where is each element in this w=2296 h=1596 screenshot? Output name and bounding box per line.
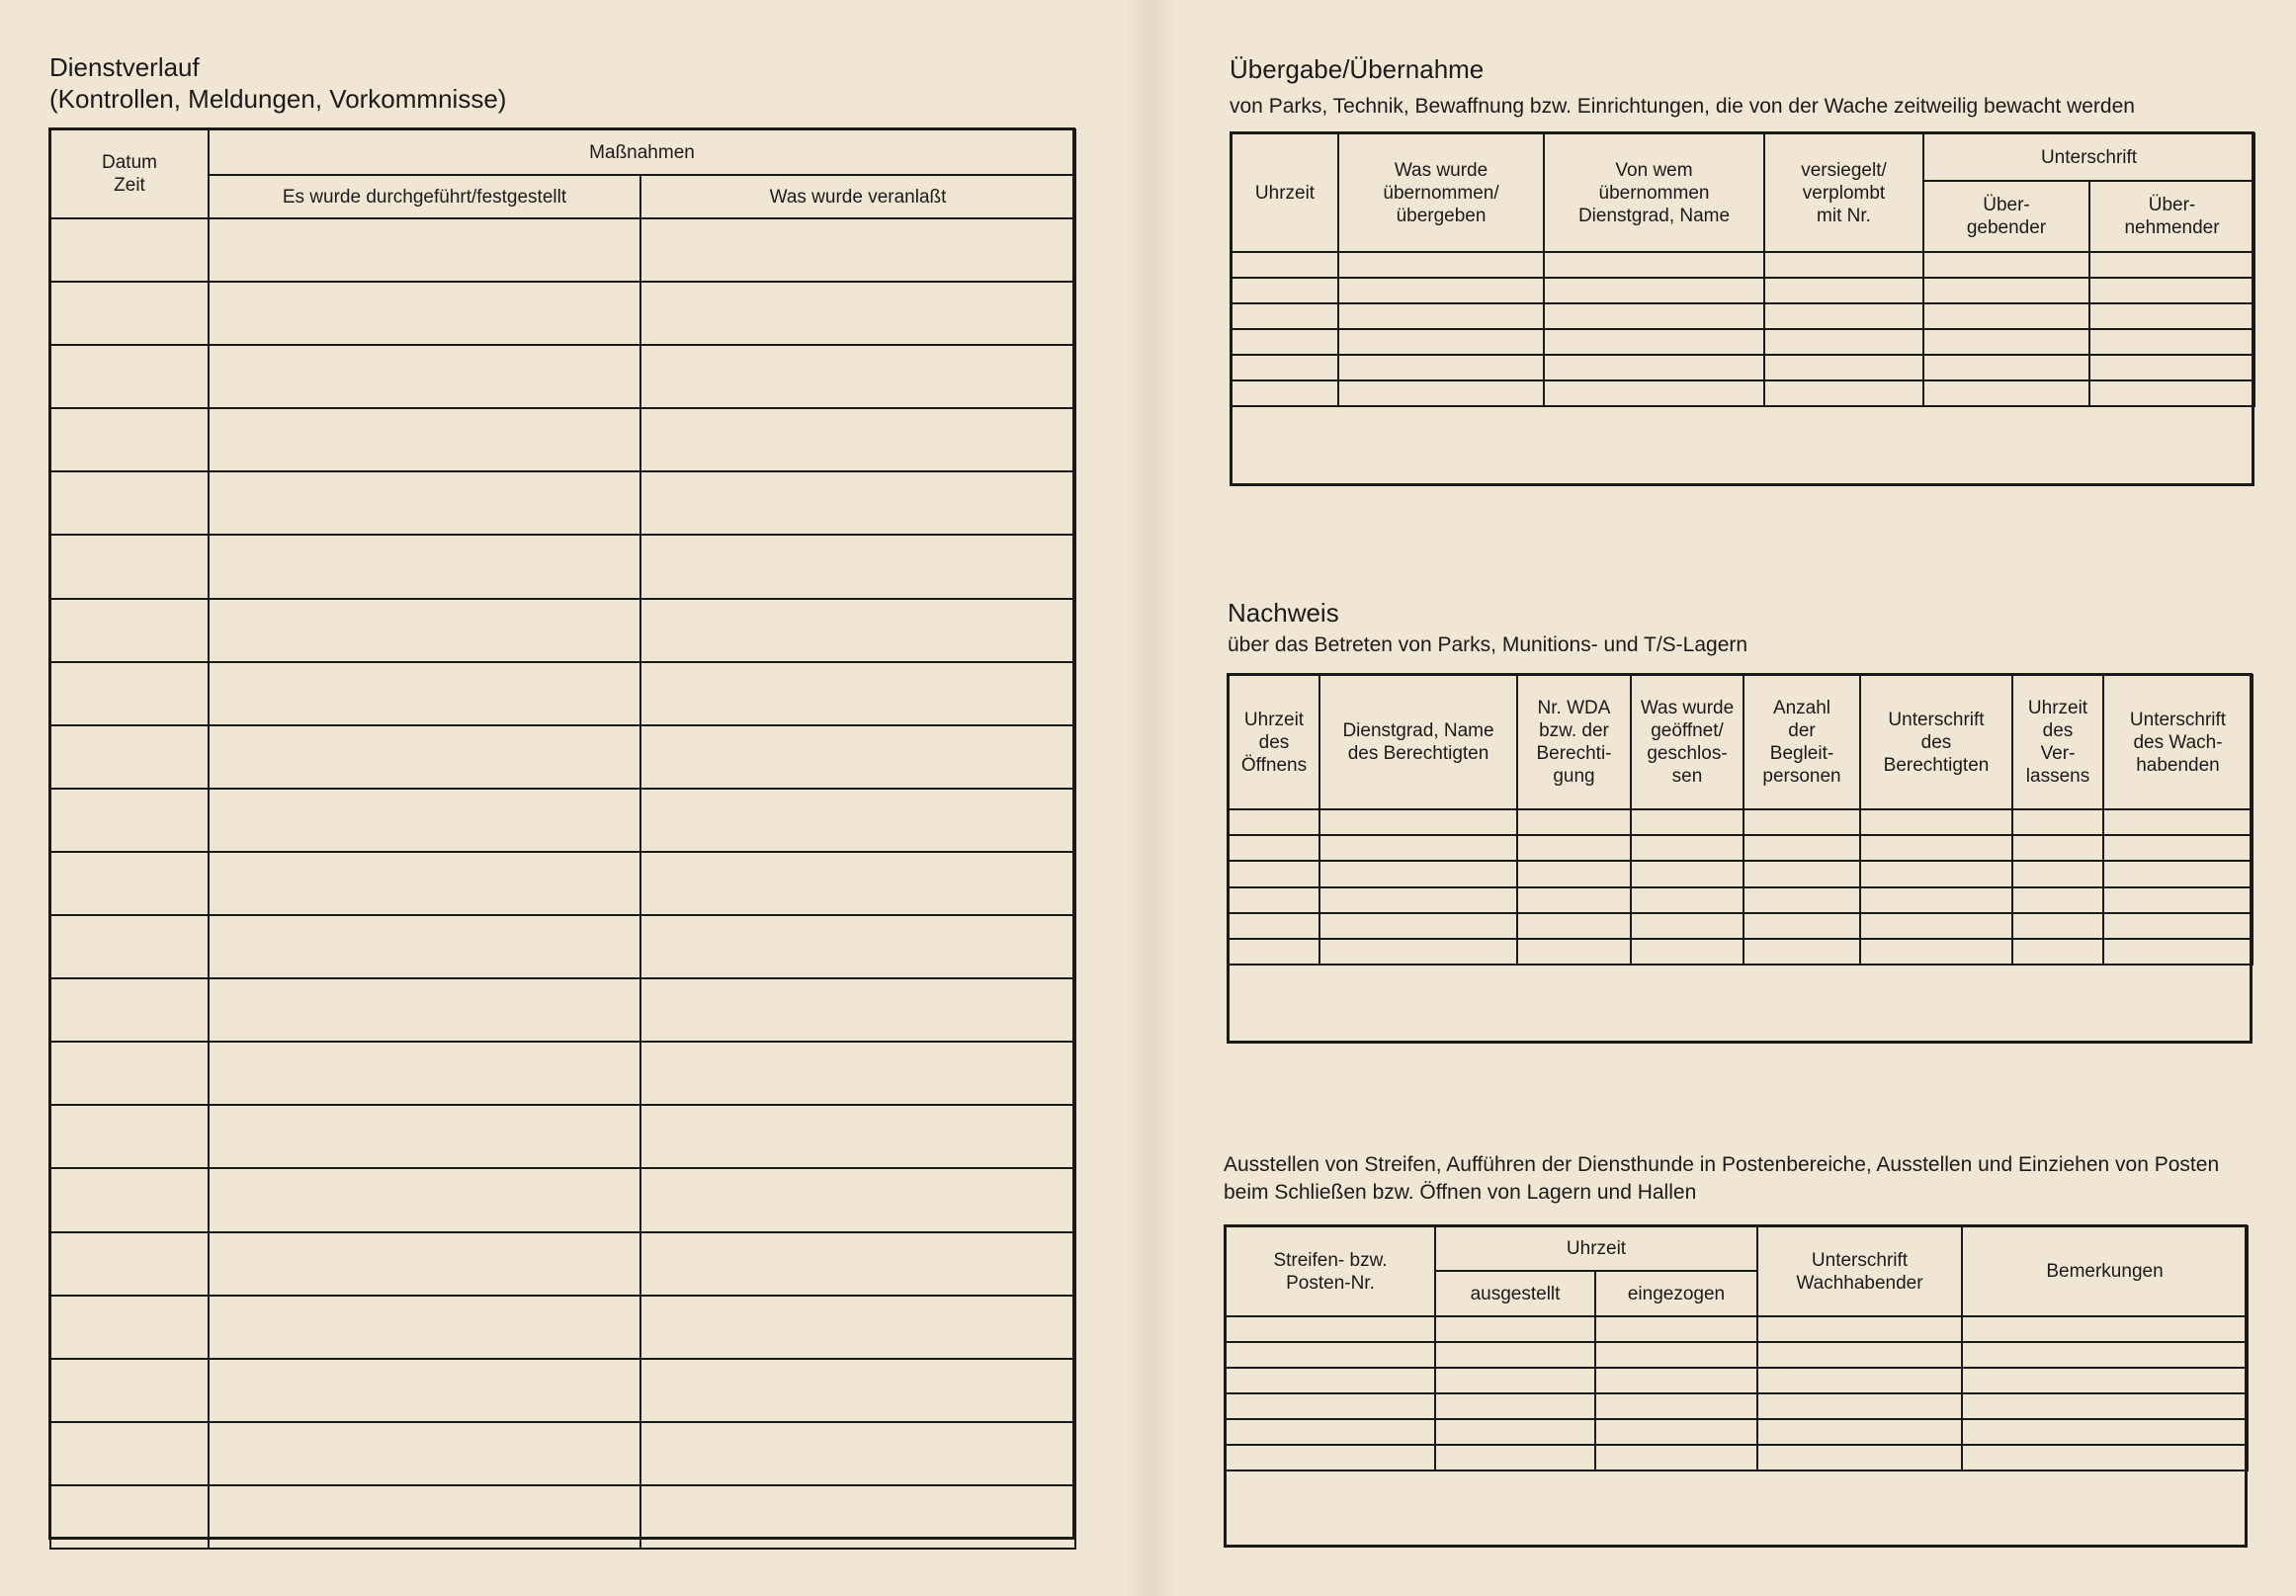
empty-entry-cell[interactable]: [640, 282, 1075, 345]
table-row: [50, 345, 1075, 408]
empty-entry-cell[interactable]: [1923, 380, 2089, 406]
table-row: [1232, 380, 2254, 406]
empty-entry-cell[interactable]: [2012, 887, 2103, 913]
empty-entry-cell[interactable]: [50, 1422, 209, 1485]
col-eingezogen: eingezogen: [1595, 1271, 1757, 1316]
table-row: [1232, 278, 2254, 303]
table-row: [50, 852, 1075, 915]
empty-entry-cell[interactable]: [2103, 809, 2253, 835]
col-von-wem: Von wem übernommen Dienstgrad, Name: [1544, 133, 1764, 252]
empty-entry-cell[interactable]: [1435, 1393, 1595, 1419]
empty-entry-cell[interactable]: [640, 345, 1075, 408]
dienstverlauf-title: Dienstverlauf: [49, 52, 200, 82]
empty-entry-cell[interactable]: [1923, 278, 2089, 303]
empty-entry-cell[interactable]: [2089, 329, 2254, 355]
empty-entry-cell[interactable]: [1229, 913, 1319, 939]
empty-entry-cell[interactable]: [640, 1296, 1075, 1359]
empty-entry-cell[interactable]: [1232, 355, 1338, 380]
empty-entry-cell[interactable]: [1319, 835, 1517, 861]
empty-entry-cell[interactable]: [1232, 380, 1338, 406]
empty-entry-cell[interactable]: [1962, 1316, 2248, 1342]
empty-entry-cell[interactable]: [1544, 252, 1764, 278]
table-row: [50, 1168, 1075, 1231]
col-uebernehmender: Über- nehmender: [2089, 181, 2254, 252]
empty-entry-cell[interactable]: [50, 725, 209, 789]
col-unterschrift: Unterschrift: [1923, 133, 2254, 181]
table-row: [1229, 809, 2253, 835]
table-row: [50, 662, 1075, 725]
empty-entry-cell[interactable]: [1631, 887, 1743, 913]
empty-entry-cell[interactable]: [1517, 809, 1631, 835]
empty-entry-cell[interactable]: [209, 789, 640, 852]
table-row: [1229, 939, 2253, 965]
empty-entry-cell[interactable]: [1757, 1316, 1962, 1342]
empty-entry-cell[interactable]: [50, 1232, 209, 1296]
empty-entry-cell[interactable]: [1860, 861, 2012, 886]
empty-entry-cell[interactable]: [50, 1296, 209, 1359]
nachweis-header-cell: Unterschrift des Wach- habenden: [2103, 675, 2253, 809]
empty-entry-cell[interactable]: [640, 599, 1075, 662]
empty-entry-cell[interactable]: [1544, 278, 1764, 303]
empty-entry-cell[interactable]: [1435, 1342, 1595, 1368]
empty-entry-cell[interactable]: [209, 1168, 640, 1231]
nachweis-header-cell: Unterschrift des Berechtigten: [1860, 675, 2012, 809]
empty-entry-cell[interactable]: [209, 1359, 640, 1422]
empty-entry-cell[interactable]: [640, 1042, 1075, 1105]
empty-entry-cell[interactable]: [1923, 252, 2089, 278]
nachweis-table: [1228, 674, 2253, 966]
empty-entry-cell[interactable]: [1338, 380, 1544, 406]
empty-entry-cell[interactable]: [1860, 913, 2012, 939]
nachweis-header-cell: Nr. WDA bzw. der Berechti- gung: [1517, 675, 1631, 809]
empty-entry-cell[interactable]: [50, 1485, 209, 1549]
empty-entry-cell[interactable]: [1757, 1393, 1962, 1419]
empty-entry-cell[interactable]: [1229, 835, 1319, 861]
empty-entry-cell[interactable]: [50, 535, 209, 598]
empty-entry-cell[interactable]: [1743, 887, 1860, 913]
empty-entry-cell[interactable]: [1517, 835, 1631, 861]
table-row: [1226, 1393, 2248, 1419]
nachweis-header-cell: Was wurde geöffnet/ geschlos- sen: [1631, 675, 1743, 809]
empty-entry-cell[interactable]: [640, 662, 1075, 725]
empty-entry-cell[interactable]: [1764, 278, 1923, 303]
empty-entry-cell[interactable]: [1743, 939, 1860, 965]
empty-entry-cell[interactable]: [1435, 1316, 1595, 1342]
empty-entry-cell[interactable]: [2103, 913, 2253, 939]
nachweis-header-cell: Dienstgrad, Name des Berechtigten: [1319, 675, 1517, 809]
empty-entry-cell[interactable]: [2089, 278, 2254, 303]
empty-entry-cell[interactable]: [640, 535, 1075, 598]
nachweis-title: Nachweis: [1228, 598, 1339, 628]
col-ausgestellt: ausgestellt: [1435, 1271, 1595, 1316]
empty-entry-cell[interactable]: [209, 978, 640, 1042]
empty-entry-cell[interactable]: [2103, 835, 2253, 861]
empty-entry-cell[interactable]: [1226, 1419, 1435, 1445]
empty-entry-cell[interactable]: [1764, 252, 1923, 278]
col-uhrzeit: Uhrzeit: [1435, 1226, 1757, 1271]
col-datum-zeit: Datum Zeit: [50, 129, 209, 218]
table-row: [1226, 1445, 2248, 1470]
col-unterschrift-wachhabender: Unterschrift Wachhabender: [1757, 1226, 1962, 1316]
empty-entry-cell[interactable]: [1764, 355, 1923, 380]
empty-entry-cell[interactable]: [1226, 1368, 1435, 1393]
table-row: [50, 218, 1075, 282]
empty-entry-cell[interactable]: [1338, 355, 1544, 380]
empty-entry-cell[interactable]: [1544, 355, 1764, 380]
table-row: [50, 408, 1075, 471]
empty-entry-cell[interactable]: [2089, 380, 2254, 406]
empty-entry-cell[interactable]: [50, 345, 209, 408]
empty-entry-cell[interactable]: [1757, 1342, 1962, 1368]
empty-entry-cell[interactable]: [1631, 809, 1743, 835]
empty-entry-cell[interactable]: [1743, 835, 1860, 861]
empty-entry-cell[interactable]: [640, 1422, 1075, 1485]
empty-entry-cell[interactable]: [50, 852, 209, 915]
empty-entry-cell[interactable]: [1923, 303, 2089, 329]
streifen-table: [1225, 1225, 2249, 1471]
uebergabe-table: [1231, 132, 2255, 407]
empty-entry-cell[interactable]: [209, 1422, 640, 1485]
col-massnahmen: Maßnahmen: [209, 129, 1075, 175]
empty-entry-cell[interactable]: [2012, 939, 2103, 965]
empty-entry-cell[interactable]: [209, 852, 640, 915]
empty-entry-cell[interactable]: [1319, 913, 1517, 939]
empty-entry-cell[interactable]: [50, 978, 209, 1042]
empty-entry-cell[interactable]: [50, 218, 209, 282]
empty-entry-cell[interactable]: [1923, 329, 2089, 355]
table-row: [50, 1359, 1075, 1422]
empty-entry-cell[interactable]: [50, 599, 209, 662]
empty-entry-cell[interactable]: [1229, 861, 1319, 886]
table-row: [50, 599, 1075, 662]
empty-entry-cell[interactable]: [640, 789, 1075, 852]
col-bemerkungen: Bemerkungen: [1962, 1226, 2248, 1316]
empty-entry-cell[interactable]: [640, 471, 1075, 535]
empty-entry-cell[interactable]: [209, 345, 640, 408]
col-uhrzeit: Uhrzeit: [1232, 133, 1338, 252]
empty-entry-cell[interactable]: [209, 1105, 640, 1168]
table-row: [50, 978, 1075, 1042]
empty-entry-cell[interactable]: [1631, 835, 1743, 861]
empty-entry-cell[interactable]: [50, 1168, 209, 1231]
empty-entry-cell[interactable]: [50, 408, 209, 471]
empty-entry-cell[interactable]: [1595, 1316, 1757, 1342]
table-row: [1229, 913, 2253, 939]
empty-entry-cell[interactable]: [209, 1042, 640, 1105]
streifen-intro: Ausstellen von Streifen, Aufführen der Diensthunde in Postenbereiche, Ausstellen und Einziehen von Posten beim Schließen bzw. Öffnen von Lagern und Hallen: [1224, 1153, 2220, 1204]
table-row: [50, 1232, 1075, 1296]
empty-entry-cell[interactable]: [1338, 278, 1544, 303]
empty-entry-cell[interactable]: [640, 978, 1075, 1042]
empty-entry-cell[interactable]: [1631, 939, 1743, 965]
empty-entry-cell[interactable]: [640, 915, 1075, 978]
empty-entry-cell[interactable]: [1229, 939, 1319, 965]
empty-entry-cell[interactable]: [1338, 303, 1544, 329]
table-row: [50, 282, 1075, 345]
empty-entry-cell[interactable]: [1743, 809, 1860, 835]
empty-entry-cell[interactable]: [1860, 939, 2012, 965]
dienstverlauf-table: [49, 128, 1076, 1550]
table-row: [50, 1105, 1075, 1168]
col-uebergebender: Über- gebender: [1923, 181, 2089, 252]
table-row: [1232, 329, 2254, 355]
empty-entry-cell[interactable]: [640, 218, 1075, 282]
empty-entry-cell[interactable]: [1226, 1342, 1435, 1368]
empty-entry-cell[interactable]: [209, 1296, 640, 1359]
table-row: [1232, 303, 2254, 329]
empty-entry-cell[interactable]: [50, 471, 209, 535]
empty-entry-cell[interactable]: [640, 852, 1075, 915]
table-row: [1229, 861, 2253, 886]
empty-entry-cell[interactable]: [1595, 1368, 1757, 1393]
table-row: [50, 1485, 1075, 1549]
empty-entry-cell[interactable]: [1860, 809, 2012, 835]
table-row: [50, 1296, 1075, 1359]
uebergabe-subtitle: von Parks, Technik, Bewaffnung bzw. Einrichtungen, die von der Wache zeitweilig bewacht werden: [1230, 95, 2135, 118]
empty-entry-cell[interactable]: [209, 282, 640, 345]
empty-entry-cell[interactable]: [1757, 1368, 1962, 1393]
nachweis-header-cell: Uhrzeit des Öffnens: [1229, 675, 1319, 809]
empty-entry-cell[interactable]: [1232, 329, 1338, 355]
nachweis-header-cell: Uhrzeit des Ver- lassens: [2012, 675, 2103, 809]
empty-entry-cell[interactable]: [2103, 861, 2253, 886]
empty-entry-cell[interactable]: [1226, 1445, 1435, 1470]
empty-entry-cell[interactable]: [1631, 913, 1743, 939]
empty-entry-cell[interactable]: [1595, 1393, 1757, 1419]
empty-entry-cell[interactable]: [640, 1232, 1075, 1296]
empty-entry-cell[interactable]: [1743, 913, 1860, 939]
table-row: [1232, 252, 2254, 278]
empty-entry-cell[interactable]: [1517, 913, 1631, 939]
table-row: [50, 471, 1075, 535]
empty-entry-cell[interactable]: [1517, 861, 1631, 886]
empty-entry-cell[interactable]: [1757, 1419, 1962, 1445]
empty-entry-cell[interactable]: [640, 1105, 1075, 1168]
col-durchgefuehrt: Es wurde durchgeführt/festgestellt: [209, 175, 640, 218]
dienstverlauf-subtitle: (Kontrollen, Meldungen, Vorkommnisse): [49, 84, 507, 114]
col-veranlasst: Was wurde veranlaßt: [640, 175, 1075, 218]
empty-entry-cell[interactable]: [1962, 1368, 2248, 1393]
empty-entry-cell[interactable]: [1319, 809, 1517, 835]
empty-entry-cell[interactable]: [640, 408, 1075, 471]
empty-entry-cell[interactable]: [209, 218, 640, 282]
empty-entry-cell[interactable]: [209, 1485, 640, 1549]
table-row: [1226, 1316, 2248, 1342]
empty-entry-cell[interactable]: [50, 1105, 209, 1168]
empty-entry-cell[interactable]: [1226, 1393, 1435, 1419]
empty-entry-cell[interactable]: [1319, 887, 1517, 913]
empty-entry-cell[interactable]: [1435, 1445, 1595, 1470]
empty-entry-cell[interactable]: [1435, 1419, 1595, 1445]
empty-entry-cell[interactable]: [1232, 303, 1338, 329]
empty-entry-cell[interactable]: [1232, 252, 1338, 278]
table-row: [1226, 1368, 2248, 1393]
empty-entry-cell[interactable]: [1923, 355, 2089, 380]
empty-entry-cell[interactable]: [1338, 329, 1544, 355]
empty-entry-cell[interactable]: [50, 282, 209, 345]
empty-entry-cell[interactable]: [2103, 939, 2253, 965]
empty-entry-cell[interactable]: [1962, 1393, 2248, 1419]
empty-entry-cell[interactable]: [2012, 835, 2103, 861]
empty-entry-cell[interactable]: [1517, 939, 1631, 965]
empty-entry-cell[interactable]: [50, 915, 209, 978]
empty-entry-cell[interactable]: [209, 1232, 640, 1296]
empty-entry-cell[interactable]: [1631, 861, 1743, 886]
empty-entry-cell[interactable]: [1962, 1445, 2248, 1470]
table-row: [50, 915, 1075, 978]
empty-entry-cell[interactable]: [1743, 861, 1860, 886]
empty-entry-cell[interactable]: [209, 535, 640, 598]
empty-entry-cell[interactable]: [1764, 329, 1923, 355]
table-row: [1226, 1342, 2248, 1368]
empty-entry-cell[interactable]: [1764, 380, 1923, 406]
col-streifen-nr: Streifen- bzw. Posten-Nr.: [1226, 1226, 1435, 1316]
empty-entry-cell[interactable]: [640, 1168, 1075, 1231]
table-row: [1229, 835, 2253, 861]
empty-entry-cell[interactable]: [1229, 887, 1319, 913]
empty-entry-cell[interactable]: [1544, 380, 1764, 406]
empty-entry-cell[interactable]: [50, 1359, 209, 1422]
table-row: [50, 1042, 1075, 1105]
empty-entry-cell[interactable]: [640, 1485, 1075, 1549]
empty-entry-cell[interactable]: [209, 915, 640, 978]
empty-entry-cell[interactable]: [50, 1042, 209, 1105]
empty-entry-cell[interactable]: [2089, 355, 2254, 380]
empty-entry-cell[interactable]: [1232, 278, 1338, 303]
empty-entry-cell[interactable]: [1544, 329, 1764, 355]
col-was-wurde: Was wurde übernommen/ übergeben: [1338, 133, 1544, 252]
empty-entry-cell[interactable]: [1595, 1342, 1757, 1368]
empty-entry-cell[interactable]: [2012, 913, 2103, 939]
empty-entry-cell[interactable]: [640, 725, 1075, 789]
empty-entry-cell[interactable]: [1435, 1368, 1595, 1393]
nachweis-subtitle: über das Betreten von Parks, Munitions- und T/S-Lagern: [1228, 633, 1748, 656]
empty-entry-cell[interactable]: [209, 408, 640, 471]
empty-entry-cell[interactable]: [1338, 252, 1544, 278]
col-versiegelt: versiegelt/ verplombt mit Nr.: [1764, 133, 1923, 252]
empty-entry-cell[interactable]: [1319, 861, 1517, 886]
empty-entry-cell[interactable]: [1962, 1419, 2248, 1445]
empty-entry-cell[interactable]: [640, 1359, 1075, 1422]
table-row: [50, 789, 1075, 852]
empty-entry-cell[interactable]: [2103, 887, 2253, 913]
empty-entry-cell[interactable]: [1517, 887, 1631, 913]
empty-entry-cell[interactable]: [50, 789, 209, 852]
empty-entry-cell[interactable]: [1757, 1445, 1962, 1470]
empty-entry-cell[interactable]: [1229, 809, 1319, 835]
empty-entry-cell[interactable]: [209, 725, 640, 789]
empty-entry-cell[interactable]: [1544, 303, 1764, 329]
empty-entry-cell[interactable]: [1764, 303, 1923, 329]
table-row: [1229, 887, 2253, 913]
empty-entry-cell[interactable]: [1962, 1342, 2248, 1368]
empty-entry-cell[interactable]: [2012, 809, 2103, 835]
empty-entry-cell[interactable]: [209, 662, 640, 725]
empty-entry-cell[interactable]: [1860, 835, 2012, 861]
empty-entry-cell[interactable]: [50, 662, 209, 725]
empty-entry-cell[interactable]: [2089, 303, 2254, 329]
empty-entry-cell[interactable]: [1595, 1419, 1757, 1445]
table-row: [50, 725, 1075, 789]
empty-entry-cell[interactable]: [1226, 1316, 1435, 1342]
empty-entry-cell[interactable]: [2089, 252, 2254, 278]
empty-entry-cell[interactable]: [209, 471, 640, 535]
table-row: [1226, 1419, 2248, 1445]
empty-entry-cell[interactable]: [2012, 861, 2103, 886]
nachweis-header-cell: Anzahl der Begleit- personen: [1743, 675, 1860, 809]
table-row: [50, 1422, 1075, 1485]
table-row: [50, 535, 1075, 598]
empty-entry-cell[interactable]: [209, 599, 640, 662]
empty-entry-cell[interactable]: [1860, 887, 2012, 913]
uebergabe-title: Übergabe/Übernahme: [1230, 54, 1485, 84]
empty-entry-cell[interactable]: [1595, 1445, 1757, 1470]
table-row: [1232, 355, 2254, 380]
empty-entry-cell[interactable]: [1319, 939, 1517, 965]
